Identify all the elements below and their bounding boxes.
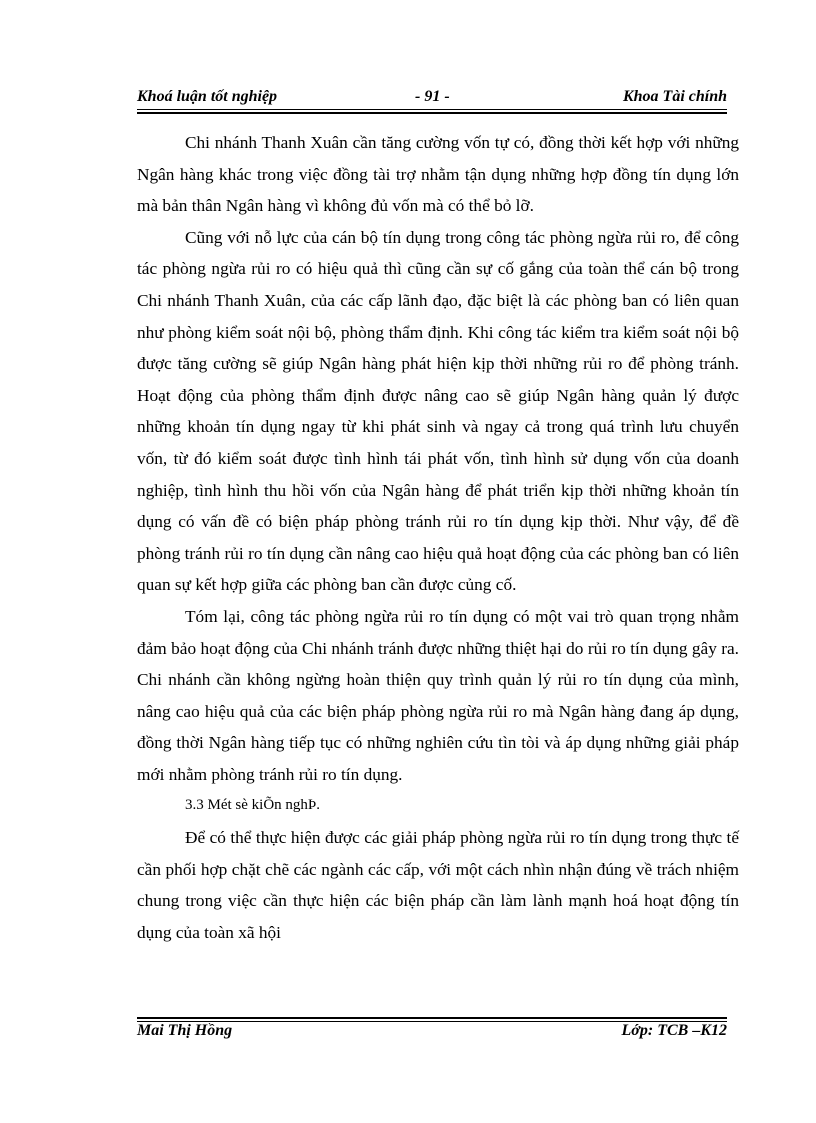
footer-class: Lớp: TCB –K12	[621, 1022, 727, 1039]
header-department: Khoa Tài chính	[622, 88, 727, 105]
page-footer	[137, 1022, 727, 1044]
page-header	[137, 86, 727, 110]
paragraph-2: Cũng với nỗ lực của cán bộ tín dụng trong công tác phòng ngừa rủi ro, để công tác phòng ngừa rủi ro có hiệu quả thì cũng cần sự cố gắng của toàn thể cán bộ trong Chi nhánh Thanh Xuân, của các cấp lãnh đạo, đặc biệt là các phòng ban có liên quan như phòng kiểm soát nội bộ, phòng thẩm định. Khi công tác kiểm tra kiểm soát nội bộ được tăng cường sẽ giúp Ngân hàng phát hiện kịp thời những rủi ro để phòng tránh. Hoạt động của phòng thẩm định được nâng cao sẽ giúp Ngân hàng quản lý được những khoản tín dụng ngay từ khi phát sinh và ngay cả trong quá trình lưu chuyển vốn, từ đó kiểm soát được tình hình tái phát vốn, tình hình sử dụng vốn của doanh nghiệp, tình hình thu hồi vốn của Ngân hàng để phát triển kịp thời những khoản tín dụng có vấn đề có biện pháp phòng tránh rủi ro tín dụng kịp thời. Như vậy, để đề phòng tránh rủi ro tín dụng cần nâng cao hiệu quả hoạt động của các phòng ban có liên quan sự kết hợp giữa các phòng ban cần được củng cố.	[137, 227, 739, 595]
section-heading: 3.3 Mét sè kiÕn nghÞ.	[185, 797, 320, 814]
header-document-type: Khoá luận tốt nghiệp	[137, 88, 278, 105]
header-page-number: - 91 -	[415, 88, 450, 105]
header-rule-thick	[137, 109, 727, 110]
header-rule-thin	[137, 112, 727, 114]
footer-rule-thick	[137, 1017, 727, 1019]
footer-author: Mai Thị Hồng	[137, 1022, 233, 1039]
document-body	[137, 127, 739, 948]
paragraph-1: Chi nhánh Thanh Xuân cần tăng cường vốn tự có, đồng thời kết hợp với những Ngân hàng khác trong việc đồng tài trợ nhằm tận dụng những hợp đồng tín dụng lớn mà bản thân Ngân hàng vì không đủ vốn mà có thể bỏ lỡ.	[137, 133, 739, 216]
paragraph-4: Để có thể thực hiện được các giải pháp phòng ngừa rủi ro tín dụng trong thực tế cần phối hợp chặt chẽ các ngành các cấp, với một cách nhìn nhận đúng về trách nhiệm chung trong việc cần thực hiện các biện pháp cần làm lành mạnh hoá hoạt động tín dụng của toàn xã hội	[137, 828, 739, 942]
paragraph-3: Tóm lại, công tác phòng ngừa rủi ro tín dụng có một vai trò quan trọng nhằm đảm bảo hoạt động của Chi nhánh tránh được những thiệt hại do rủi ro tín dụng gây ra. Chi nhánh cần không ngừng hoàn thiện quy trình quản lý rủi ro tín dụng của mình, nâng cao hiệu quả của các biện pháp phòng ngừa rủi ro mà Ngân hàng đang áp dụng, đồng thời Ngân hàng tiếp tục có những nghiên cứu tìn tòi và áp dụng những giải pháp mới nhằm phòng tránh rủi ro tín dụng.	[137, 606, 739, 784]
